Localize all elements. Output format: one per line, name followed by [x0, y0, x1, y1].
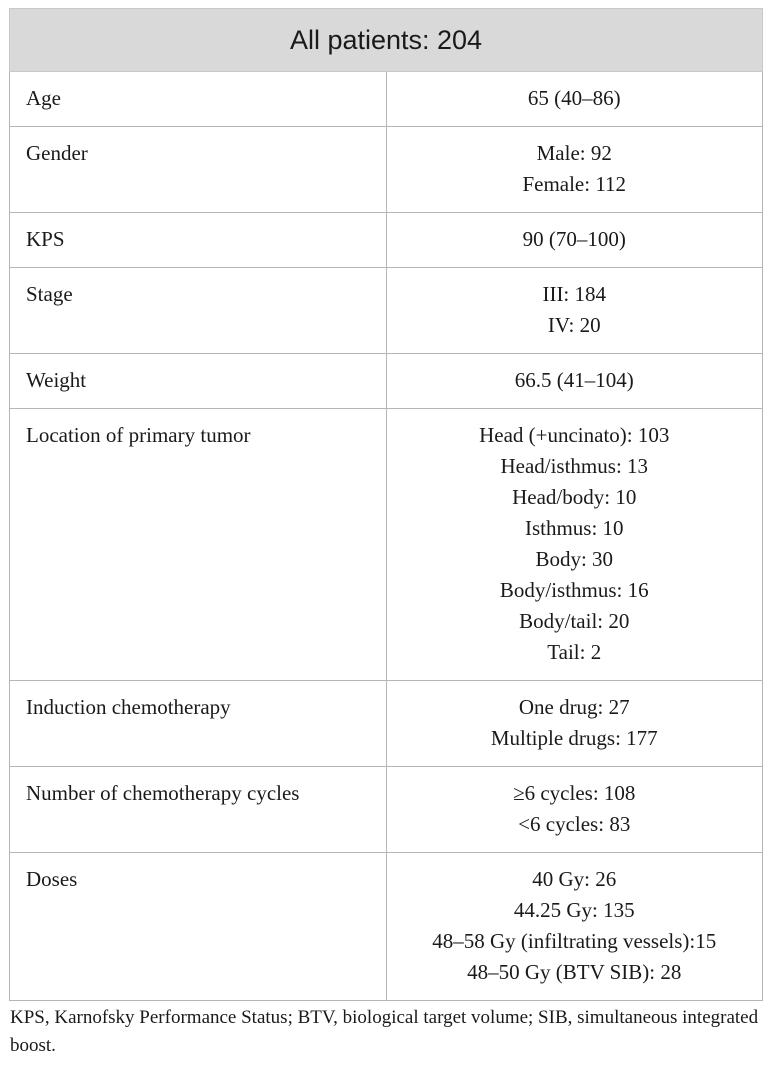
value-line: Female: 112 — [522, 172, 627, 196]
row-label: Number of chemotherapy cycles — [10, 767, 387, 853]
table-row — [10, 767, 763, 853]
value-line: One drug: 27 — [518, 695, 630, 719]
row-label: KPS — [10, 213, 387, 268]
value-line: Body: 30 — [535, 547, 614, 571]
value-line: <6 cycles: 83 — [518, 812, 631, 836]
value-line: 90 (70–100) — [522, 227, 626, 251]
value-line: III: 184 — [542, 282, 607, 306]
row-label: Induction chemotherapy — [10, 681, 387, 767]
table-title: All patients: 204 — [10, 9, 763, 72]
table-header-row — [10, 9, 763, 72]
row-label: Age — [10, 72, 387, 127]
row-label: Gender — [10, 127, 387, 213]
value-line: Tail: 2 — [547, 640, 602, 664]
table-row — [10, 127, 763, 213]
table-row — [10, 268, 763, 354]
row-label: Location of primary tumor — [10, 409, 387, 681]
row-value — [386, 213, 763, 268]
table-row — [10, 72, 763, 127]
value-line: Head/isthmus: 13 — [500, 454, 649, 478]
value-line: IV: 20 — [547, 313, 601, 337]
value-line: Male: 92 — [536, 141, 612, 165]
table-row — [10, 681, 763, 767]
value-line: 66.5 (41–104) — [514, 368, 634, 392]
value-line: ≥6 cycles: 108 — [513, 781, 636, 805]
patient-characteristics-table-container — [9, 8, 763, 1001]
value-line: Body/tail: 20 — [519, 609, 630, 633]
row-value — [386, 409, 763, 681]
row-value — [386, 72, 763, 127]
table-footnote: KPS, Karnofsky Performance Status; BTV, biological target volume; SIB, simultaneous integrated boost. — [10, 1007, 759, 1056]
value-line: 48–50 Gy (BTV SIB): 28 — [467, 960, 682, 984]
row-label: Doses — [10, 853, 387, 1001]
value-line: 40 Gy: 26 — [532, 867, 617, 891]
value-line: 65 (40–86) — [527, 86, 621, 110]
row-value — [386, 354, 763, 409]
row-label: Weight — [10, 354, 387, 409]
row-value — [386, 767, 763, 853]
value-line: Head (+uncinato): 103 — [479, 423, 670, 447]
row-label: Stage — [10, 268, 387, 354]
table-row — [10, 213, 763, 268]
value-line: Isthmus: 10 — [524, 516, 624, 540]
value-line: Multiple drugs: 177 — [490, 726, 658, 750]
table-row — [10, 853, 763, 1001]
table-body — [10, 72, 763, 1001]
table-row — [10, 354, 763, 409]
patient-characteristics-table — [9, 8, 763, 1001]
table-row — [10, 409, 763, 681]
value-line: Body/isthmus: 16 — [499, 578, 649, 602]
value-line: 48–58 Gy (infiltrating vessels):15 — [432, 929, 717, 953]
row-value — [386, 268, 763, 354]
row-value — [386, 127, 763, 213]
value-line: Head/body: 10 — [512, 485, 637, 509]
value-line: 44.25 Gy: 135 — [513, 898, 635, 922]
row-value — [386, 681, 763, 767]
row-value — [386, 853, 763, 1001]
